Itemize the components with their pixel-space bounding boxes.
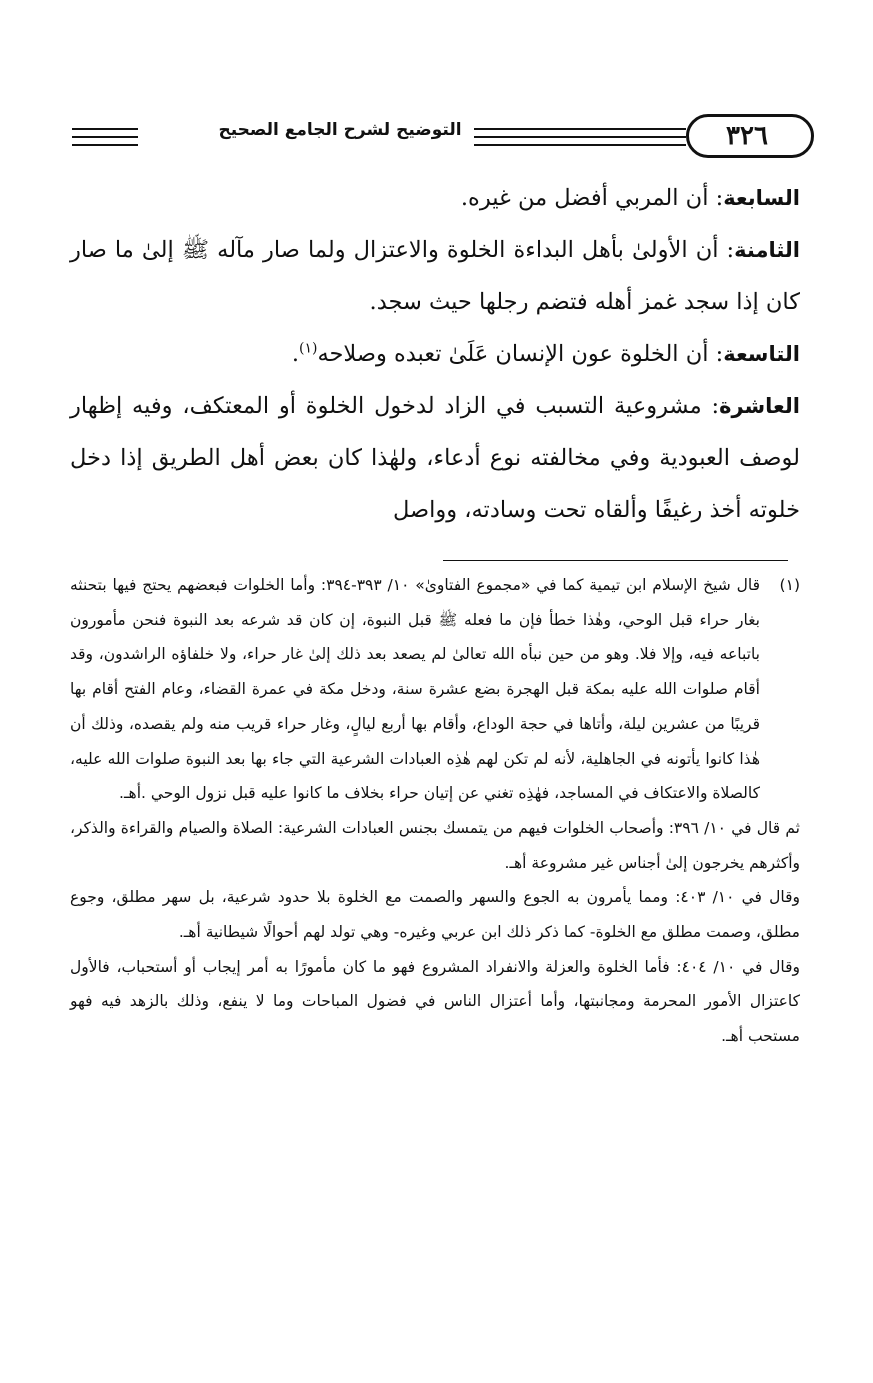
paragraph-label: الثامنة — [734, 238, 800, 262]
page-number: ٣٢٦ — [726, 121, 768, 151]
footnote-paragraph: وقال في ١٠/ ٤٠٤: فأما الخلوة والعزلة والانفراد المشروع فهو ما كان مأمورًا به أمر إيجاب أو أستحباب، فالأول كاعتزال الأمور المحرمة ومجانبتها، وأما أعتزال الناس في فضول المباحات وما لا ينفع، وذلك بالزهد فيه فهو مستحب أهـ. — [70, 957, 801, 1046]
header-rule-center-top — [474, 128, 686, 130]
header-rule-center-mid — [474, 136, 686, 138]
footnote-paragraph: ثم قال في ١٠/ ٣٩٦: وأصحاب الخلوات فيهم من يتمسك بجنس العبادات الشرعية: الصلاة والصيام والقراءة والذكر، وأكثرهم يخرجون إلىٰ أجناس غير مشروعة أهـ. — [70, 818, 800, 872]
page-header — [72, 112, 800, 160]
paragraph-tenth — [70, 380, 800, 536]
running-title: التوضيح لشرح الجامع الصحيح — [218, 120, 462, 140]
footnote-continuation — [70, 811, 800, 1054]
footnote-body — [70, 568, 760, 811]
footnote-separator — [443, 560, 788, 561]
header-rule-left-bottom — [72, 144, 138, 146]
footnote-1 — [70, 568, 800, 811]
header-rule-left-top — [72, 128, 138, 130]
paragraph-text: : أن الخلوة عون الإنسان عَلَىٰ تعبده وصلاحه — [317, 341, 724, 367]
header-rule-left-mid — [72, 136, 138, 138]
paragraph-label: العاشرة — [719, 394, 800, 418]
footnote-paragraph: قال شيخ الإسلام ابن تيمية كما في «مجموع الفتاوىٰ» ١٠/ ٣٩٣-٣٩٤: وأما الخلوات فبعضهم يحتج فيها بتحنثه بغار حراء قبل الوحي، وهٰذا خطأ فإن ما فعله ﷺ قبل النبوة، إن كان قد شرعه بعد النبوة فنحن مأمورون باتباعه فيه، وإلا فلا. وهو من حين نبأه الله تعالىٰ لم يصعد بعد ذلك إلىٰ غار حراء، ولا خلفاؤه الراشدون، وقد أقام صلوات الله عليه بمكة قبل الهجرة بضع عشرة سنة، ودخل مكة في عمرة القضاء، وعام الفتح أقام بها قريبًا من عشرين ليلة، وأتاها في حجة الوداع، وأقام بها أربع ليالٍ، وغار حراء قريب منه ولم يقصده، وذلك أن هٰذا كانوا يأتونه في الجاهلية، لأنه لم تكن لهم هٰذِه العبادات الشرعية التي جاء بها بعد النبوة صلوات الله عليه، كالصلاة والاعتكاف في المساجد، فهٰذِه تغني عن إتيان حراء بخلاف ما كانوا عليه قبل نزول الوحي .أهـ. — [70, 576, 760, 803]
footnotes — [70, 568, 800, 1054]
paragraph-seventh — [70, 172, 800, 224]
paragraph-label: التاسعة — [723, 342, 800, 366]
paragraph-ninth — [70, 328, 800, 380]
footnote-paragraph: وقال في ١٠/ ٤٠٣: ومما يأمرون به الجوع والسهر والصمت مع الخلوة بلا حدود شرعية، بل سهر مطلق، وجوع مطلق، وصمت مطلق مع الخلوة- كما ذكر ذلك ابن عربي وغيره- وهي تولد لهم أحوالًا شيطانية أهـ. — [70, 888, 800, 942]
paragraph-text: : أن الأولىٰ بأهل البداءة الخلوة والاعتزال ولما صار مآله ﷺ إلىٰ ما صار كان إذا سجد غمز أهله فتضم رجلها حيث سجد. — [70, 237, 800, 315]
footnote-reference[interactable]: (١) — [298, 340, 318, 357]
paragraph-label: السابعة — [723, 186, 800, 210]
paragraph-end-mark: . — [291, 341, 299, 367]
paragraph-text: : مشروعية التسبب في الزاد لدخول الخلوة أو المعتكف، وفيه إظهار لوصف العبودية وفي مخالفته نوع أدعاء، ولهٰذا كان بعض أهل الطريق إذا دخل خلوته أخذ رغيفًا وألقاه تحت وسادته، وواصل — [70, 393, 800, 523]
paragraph-text: : أن المربي أفضل من غيره. — [460, 185, 724, 211]
footnote-number: (١) — [779, 576, 800, 594]
paragraph-eighth — [70, 224, 800, 328]
header-rule-center-bottom — [474, 144, 686, 146]
main-text — [70, 172, 800, 536]
